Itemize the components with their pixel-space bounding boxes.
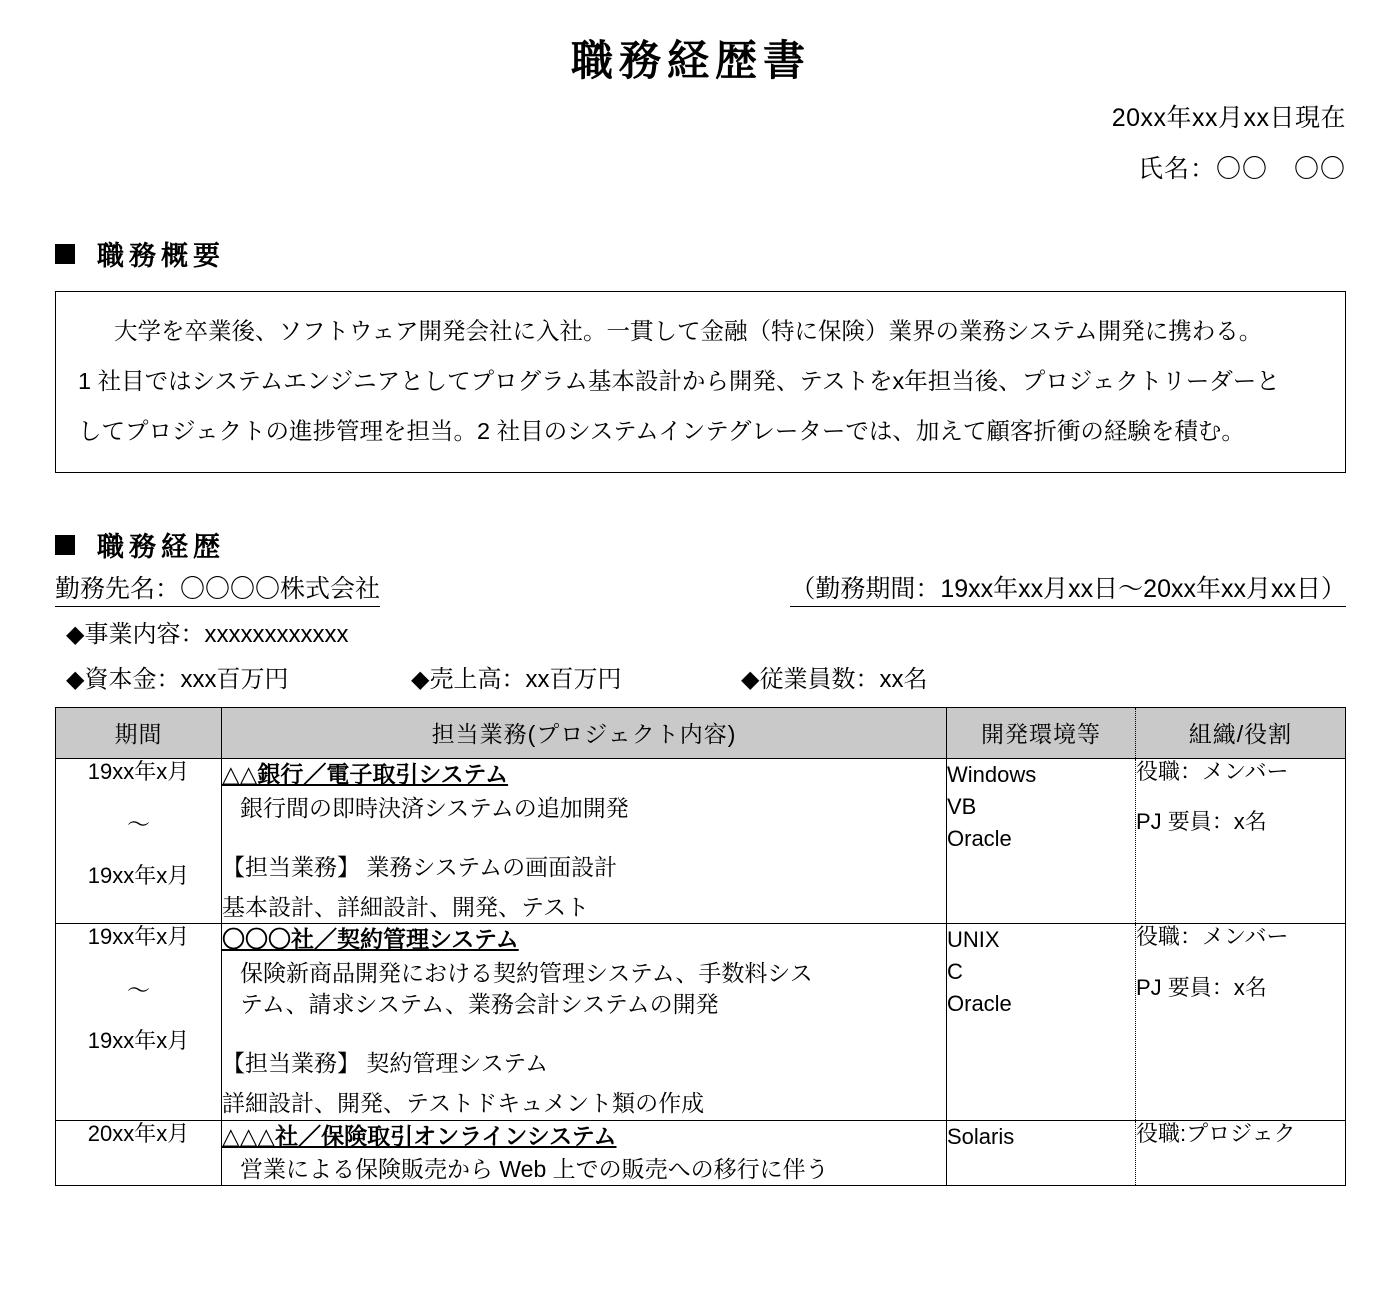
duty-title: 【担当業務】 契約管理システム [222,1050,549,1077]
role-title: 役職:プロジェク [1136,1120,1296,1146]
table-row [56,1120,1346,1186]
company-name: 勤務先名：〇〇〇〇株式会社 [55,574,380,607]
cell-environment [947,924,1136,1120]
env-item: C [947,959,963,985]
section-heading-career-label: 職務経歴 [97,532,225,563]
env-item: VB [947,793,977,819]
employment-period: （勤務期間：19xx年xx月xx日～20xx年xx月xx日） [790,574,1346,607]
period-start: 19xx年x月 [87,759,190,785]
column-header-environment: 開発環境等 [947,708,1136,759]
cell-period [56,1120,222,1186]
header-meta [0,106,1382,182]
company-figures [66,666,1382,695]
project-description: テム、請求システム、業務会計システムの開発 [240,991,719,1018]
section-heading-summary-label: 職務概要 [97,241,225,272]
duty-detail: 基本設計、詳細設計、開発、テスト [222,893,590,920]
duty-detail: 詳細設計、開発、テストドキュメント類の作成 [222,1089,705,1116]
project-title: △△銀行／電子取引システム [222,761,509,788]
summary-line: してプロジェクトの進捗管理を担当。2 社目のシステムインテグレーターでは、加えて顧客折衝の経験を積む。 [78,418,1245,445]
project-title: △△△社／保険取引オンラインシステム [222,1122,617,1149]
period-separator: ～ [127,976,150,1003]
summary-line: 1 社目ではシステムエンジニアとしてプログラム基本設計から開発、テストをx年担当後、プロジェクトリーダーと [78,368,1280,395]
duty-title: 【担当業務】 業務システムの画面設計 [222,853,618,880]
project-members: PJ 要員：x名 [1136,809,1267,835]
applicant-name: 氏名：〇〇 〇〇 [1137,155,1346,184]
summary-box [55,291,1346,473]
project-members: PJ 要員：x名 [1136,974,1267,1000]
table-row [56,924,1346,1120]
env-item: UNIX [947,927,1000,953]
project-title: 〇〇〇社／契約管理システム [222,926,519,953]
black-square-icon [55,244,75,264]
period-end: 19xx年x月 [87,1028,190,1054]
period-start: 20xx年x月 [87,1120,190,1146]
current-date: 20xx年xx月xx日現在 [1111,104,1346,133]
spacer [222,824,946,850]
env-item: Oracle [947,825,1012,851]
page-title: 職務経歴書 [570,37,811,84]
cell-role [1136,1120,1346,1186]
column-header-task: 担当業務(プロジェクト内容) [222,708,947,759]
column-header-role: 組織/役割 [1136,708,1346,759]
section-heading-career [55,525,1382,564]
env-item: Oracle [947,991,1012,1017]
cell-role [1136,924,1346,1120]
role-title: 役職：メンバー [1136,924,1289,950]
cell-role [1136,759,1346,924]
cell-task [222,759,947,924]
company-row [55,574,1346,607]
cell-task [222,1120,947,1186]
section-heading-summary [55,234,1382,273]
cell-environment [947,759,1136,924]
project-description: 保険新商品開発における契約管理システム、手数料シス [240,960,813,987]
sales-figure: ◆売上高：xx百万円 [411,666,622,694]
project-description: 銀行間の即時決済システムの追加開発 [240,794,629,821]
table-header-row [56,708,1346,759]
column-header-period: 期間 [56,708,222,759]
period-end: 19xx年x月 [87,863,190,889]
env-item: Solaris [947,1123,1015,1149]
summary-line: 大学を卒業後、ソフトウェア開発会社に入社。一貫して金融（特に保険）業界の業務システム開発に携わる。 [114,318,1263,345]
role-title: 役職：メンバー [1136,759,1289,785]
project-description: 営業による保険販売から Web 上での販売への移行に伴う [240,1156,829,1183]
career-table [55,707,1346,1186]
cell-task [222,924,947,1120]
spacer [222,1020,946,1046]
business-content: ◆事業内容：xxxxxxxxxxxx [66,621,349,649]
employees-figure: ◆従業員数：xx名 [741,666,928,694]
cell-period [56,759,222,924]
env-item: Windows [947,762,1037,788]
period-start: 19xx年x月 [87,924,190,950]
cell-period [56,924,222,1120]
black-square-icon [55,535,75,555]
period-separator: ～ [127,811,150,838]
table-row [56,759,1346,924]
capital-figure: ◆資本金：xxx百万円 [66,666,289,694]
cell-environment [947,1120,1136,1186]
